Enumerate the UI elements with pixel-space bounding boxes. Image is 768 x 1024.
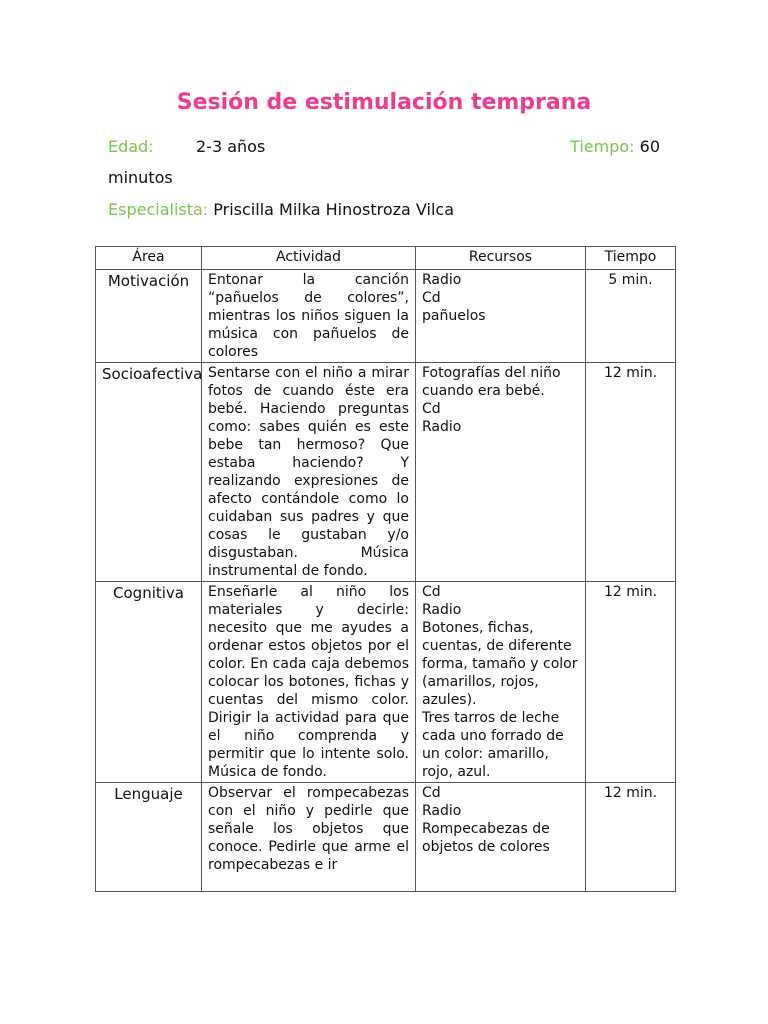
- recurso-item: Radio: [422, 803, 462, 819]
- table-header-row: [96, 247, 676, 270]
- area-cell: Lenguaje: [96, 783, 202, 892]
- actividad-cell: [202, 783, 416, 892]
- header-tiempo: Tiempo: [586, 247, 676, 270]
- especialista-label: Especialista:: [108, 200, 209, 219]
- recurso-item: Cd: [422, 401, 441, 417]
- edad-value: 2-3 años: [196, 137, 266, 156]
- recurso-item: Radio: [422, 602, 462, 618]
- table-row: [96, 783, 676, 892]
- recurso-item: Botones, fichas, cuentas, de diferente forma, tamaño y color (amarillos, rojos, azules).: [422, 620, 578, 708]
- especialista-value: Priscilla Milka Hinostroza Vilca: [213, 200, 455, 219]
- recursos-cell: [416, 783, 586, 892]
- recursos-cell: [416, 270, 586, 363]
- area-cell: Cognitiva: [96, 582, 202, 783]
- recurso-item: Tres tarros de leche cada uno forrado de un color: amarillo, rojo, azul.: [422, 710, 564, 780]
- especialista-line: [108, 200, 454, 219]
- area-cell: Motivación: [96, 270, 202, 363]
- recurso-item: Cd: [422, 290, 441, 306]
- recurso-item: pañuelos: [422, 308, 486, 324]
- tiempo-label: Tiempo:: [570, 137, 635, 156]
- actividad-cell: Sentarse con el niño a mirar fotos de cuando éste era bebé. Haciendo preguntas como: sabes quién es este bebe tan hermoso? Que estaba haciendo? Y realizando expresiones de afecto contándole como lo cuidaban sus padres y que cosas le gustaban y/o disgustaban. Música instrumental de fondo.: [202, 363, 416, 582]
- recurso-item: Fotografías del niño cuando era bebé.: [422, 365, 561, 399]
- recurso-item: Rompecabezas de objetos de colores: [422, 821, 550, 855]
- recurso-item: Radio: [422, 419, 462, 435]
- tiempo-group: [570, 137, 660, 156]
- table-row: [96, 582, 676, 783]
- area-cell: Socioafectiva: [96, 363, 202, 582]
- recursos-cell: [416, 582, 586, 783]
- actividad-cell: Entonar la canción “pañuelos de colores”, mientras los niños siguen la música con pañuelos de colores: [202, 270, 416, 363]
- recurso-item: Radio: [422, 272, 462, 288]
- actividad-text: Observar el rompecabezas con el niño y pedirle que señale los objetos que conoce. Pedirle que arme el rompecabezas e ir: [208, 785, 409, 873]
- tiempo-cell: 12 min.: [586, 783, 676, 892]
- tiempo-cell: 5 min.: [586, 270, 676, 363]
- edad-label: Edad:: [108, 137, 154, 156]
- actividad-cell: Enseñarle al niño los materiales y decirle: necesito que me ayudes a ordenar estos objetos por el color. En cada caja debemos colocar los botones, fichas y cuentas del mismo color. Dirigir la actividad para que el niño comprenda y permitir que lo intente solo. Música de fondo.: [202, 582, 416, 783]
- recurso-item: Cd: [422, 584, 441, 600]
- header-recursos: Recursos: [416, 247, 586, 270]
- table-row: [96, 363, 676, 582]
- recurso-item: Cd: [422, 785, 441, 801]
- age-time-line: [108, 137, 660, 156]
- table-row: [96, 270, 676, 363]
- session-table: [95, 246, 676, 892]
- tiempo-cell: 12 min.: [586, 582, 676, 783]
- header-area: Área: [96, 247, 202, 270]
- tiempo-unit: minutos: [108, 168, 173, 187]
- tiempo-value: 60: [639, 137, 660, 156]
- page-title: Sesión de estimulación temprana: [176, 90, 592, 115]
- recursos-cell: [416, 363, 586, 582]
- header-actividad: Actividad: [202, 247, 416, 270]
- tiempo-cell: 12 min.: [586, 363, 676, 582]
